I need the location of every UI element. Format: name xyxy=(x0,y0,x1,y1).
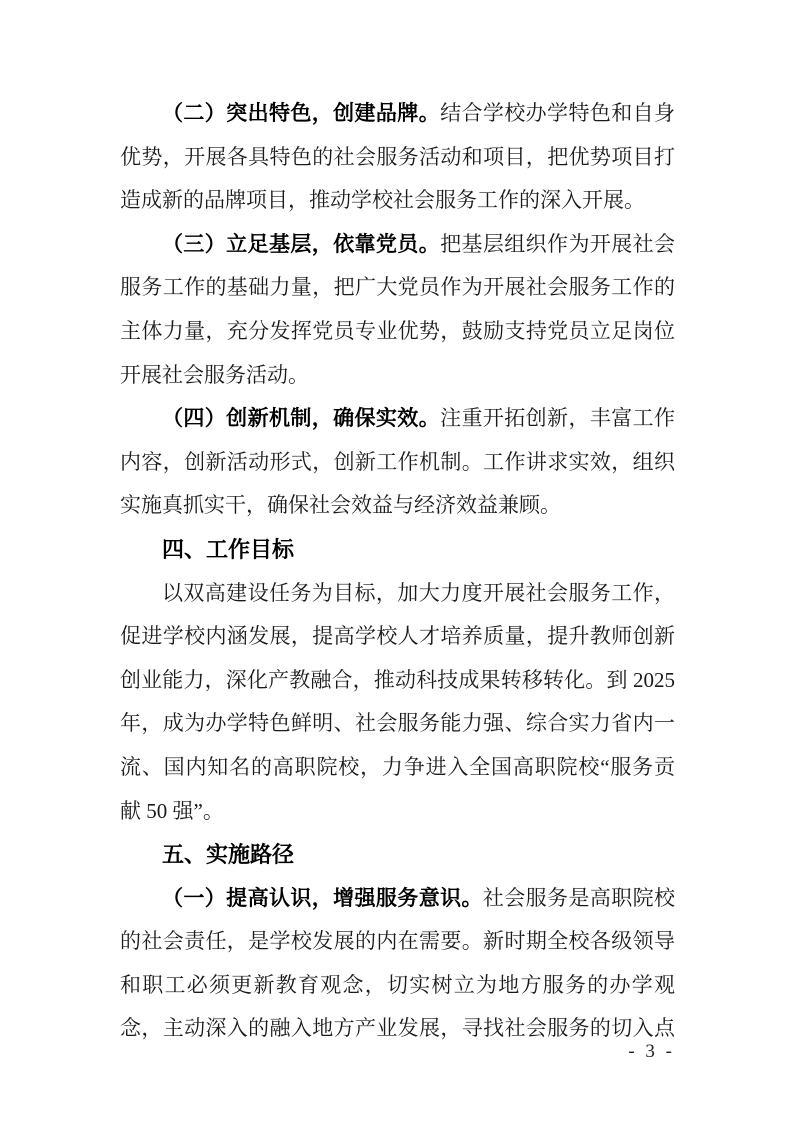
text-run: 社会服务是高职院校 xyxy=(482,885,676,910)
paragraph-goal xyxy=(120,572,675,834)
paragraph-lead-bold: （一）提高认识，增强服务意识。 xyxy=(162,885,483,910)
text-run: 注重开拓创新，丰富工作 xyxy=(440,406,676,431)
text-line: 创业能力，深化产教融合，推动科技成果转移转化。到 2025 xyxy=(120,667,675,692)
text-run: 结合学校办学特色和自身 xyxy=(440,101,676,125)
text-line xyxy=(120,223,675,267)
paragraph-lead-bold: （四）创新机制，确保实效。 xyxy=(162,406,441,431)
text-line: 优势，开展各具特色的社会服务活动和项目，把优势项目打 xyxy=(120,144,675,169)
text-line: 主体力量，充分发挥党员专业优势，鼓励支持党员立足岗位 xyxy=(120,318,675,343)
text-line: 造成新的品牌项目，推动学校社会服务工作的深入开展。 xyxy=(120,188,645,213)
paragraph-feature xyxy=(120,92,675,223)
text-line: 实施真抓实干，确保社会效益与经济效益兼顾。 xyxy=(120,493,561,518)
text-line xyxy=(120,92,675,136)
text-line: 献 50 强”。 xyxy=(120,798,224,823)
text-run: 把基层组织作为开展社会 xyxy=(440,231,676,256)
text-line: 的社会责任，是学校发展的内在需要。新时期全校各级领导 xyxy=(120,929,675,954)
document-body xyxy=(120,92,675,1051)
text-line: 促进学校内涵发展，提高学校人才培养质量，提升教师创新 xyxy=(120,624,675,649)
paragraph-grassroots xyxy=(120,223,675,397)
paragraph-lead-bold: （二）突出特色，创建品牌。 xyxy=(162,101,441,125)
text-line: 念，主动深入的融入地方产业发展，寻找社会服务的切入点 xyxy=(120,1016,675,1041)
section-heading-path: 五、实施路径 xyxy=(162,842,295,868)
text-line: 和职工必须更新教育观念，切实树立为地方服务的办学观 xyxy=(120,972,675,997)
paragraph-lead-bold: （三）立足基层，依靠党员。 xyxy=(162,231,441,256)
text-line xyxy=(120,877,675,921)
section-heading-goal: 四、工作目标 xyxy=(162,536,295,562)
text-line: 服务工作的基础力量，把广大党员作为开展社会服务工作的 xyxy=(120,275,675,300)
paragraph-innovation xyxy=(120,397,675,528)
text-line: 以双高建设任务为目标，加大力度开展社会服务工作， xyxy=(162,580,675,605)
text-line: 内容，创新活动形式，创新工作机制。工作讲求实效，组织 xyxy=(120,449,675,474)
text-line: 开展社会服务活动。 xyxy=(120,362,309,387)
text-line: 年，成为办学特色鲜明、社会服务能力强、综合实力省内一 xyxy=(120,711,675,736)
paragraph-awareness xyxy=(120,877,675,1051)
text-line: 流、国内知名的高职院校，力争进入全国高职院校“服务贡 xyxy=(120,754,675,779)
text-line xyxy=(120,397,675,441)
page-number: - 3 - xyxy=(628,1041,675,1062)
